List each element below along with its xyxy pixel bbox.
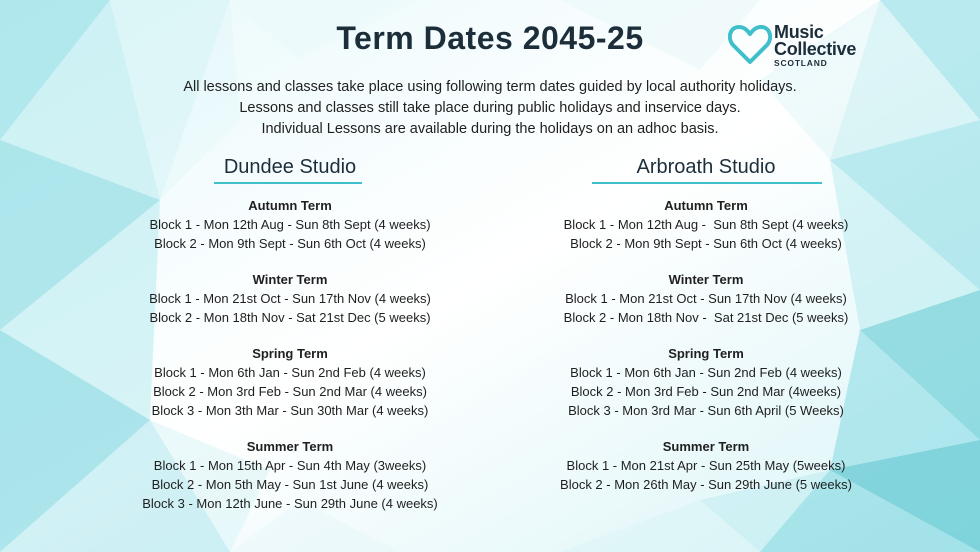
term-block: Block 1 - Mon 12th Aug - Sun 8th Sept (4 weeks) <box>563 217 849 232</box>
page-title: Term Dates 2045-25 <box>336 20 644 56</box>
studio-title: Arbroath Studio <box>636 156 776 178</box>
term-section <box>506 344 906 420</box>
intro-text <box>0 77 980 140</box>
studio-underline <box>592 182 822 184</box>
term-section <box>506 270 906 327</box>
term-name: Winter Term <box>252 272 328 287</box>
term-block: Block 1 - Mon 6th Jan - Sun 2nd Feb (4 weeks) <box>154 365 426 380</box>
term-section <box>90 437 490 513</box>
term-section <box>90 196 490 253</box>
logo <box>728 22 878 70</box>
logo-text-collective: Collective <box>774 39 857 59</box>
term-block: Block 3 - Mon 3rd Mar - Sun 6th April (5 Weeks) <box>568 403 844 418</box>
term-block: Block 2 - Mon 26th May - Sun 29th June (5 weeks) <box>560 477 852 492</box>
studio-title: Dundee Studio <box>223 156 357 178</box>
term-block: Block 1 - Mon 6th Jan - Sun 2nd Feb (4 weeks) <box>570 365 842 380</box>
term-block: Block 1 - Mon 21st Apr - Sun 25th May (5weeks) <box>566 458 846 473</box>
term-name: Autumn Term <box>664 198 748 213</box>
term-block: Block 2 - Mon 9th Sept - Sun 6th Oct (4 weeks) <box>570 236 842 251</box>
logo-text-music: Music <box>774 22 824 42</box>
logo-text-scotland: SCOTLAND <box>774 58 828 68</box>
term-section <box>506 196 906 253</box>
intro-line: All lessons and classes take place using following term dates guided by local authority holidays. <box>183 79 797 95</box>
term-block: Block 1 - Mon 12th Aug - Sun 8th Sept (4 weeks) <box>149 217 431 232</box>
term-section <box>506 437 906 494</box>
intro-line: Lessons and classes still take place during public holidays and inservice days. <box>239 100 741 116</box>
term-block: Block 2 - Mon 3rd Feb - Sun 2nd Mar (4weeks) <box>570 384 842 399</box>
term-block: Block 3 - Mon 3th Mar - Sun 30th Mar (4 weeks) <box>151 403 429 418</box>
term-name: Winter Term <box>668 272 744 287</box>
studio-column-dundee <box>90 152 490 530</box>
term-block: Block 2 - Mon 18th Nov - Sat 21st Dec (5 weeks) <box>563 310 849 325</box>
heart-icon <box>728 22 772 66</box>
term-section <box>90 270 490 327</box>
term-block: Block 2 - Mon 18th Nov - Sat 21st Dec (5 weeks) <box>149 310 431 325</box>
term-block: Block 1 - Mon 21st Oct - Sun 17th Nov (4 weeks) <box>565 291 847 306</box>
term-name: Spring Term <box>668 346 744 361</box>
term-block: Block 2 - Mon 3rd Feb - Sun 2nd Mar (4 weeks) <box>153 384 427 399</box>
term-name: Summer Term <box>246 439 334 454</box>
term-section <box>90 344 490 420</box>
term-block: Block 3 - Mon 12th June - Sun 29th June (4 weeks) <box>142 496 438 511</box>
studio-column-arbroath <box>506 152 906 511</box>
studio-underline <box>214 182 362 184</box>
intro-line: Individual Lessons are available during the holidays on an adhoc basis. <box>261 121 719 137</box>
term-block: Block 1 - Mon 15th Apr - Sun 4th May (3weeks) <box>153 458 427 473</box>
term-block: Block 1 - Mon 21st Oct - Sun 17th Nov (4 weeks) <box>149 291 431 306</box>
term-block: Block 2 - Mon 9th Sept - Sun 6th Oct (4 weeks) <box>154 236 426 251</box>
term-block: Block 2 - Mon 5th May - Sun 1st June (4 weeks) <box>151 477 429 492</box>
term-name: Autumn Term <box>248 198 332 213</box>
term-name: Summer Term <box>662 439 750 454</box>
term-name: Spring Term <box>252 346 328 361</box>
